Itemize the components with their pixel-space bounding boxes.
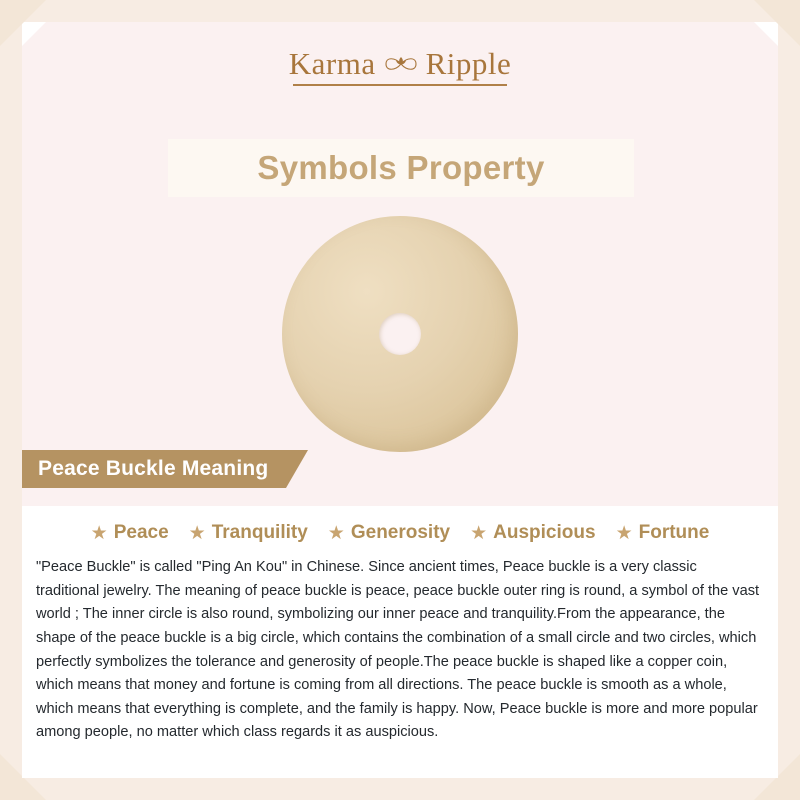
brand-row (289, 46, 512, 82)
ribbon-tail (286, 450, 308, 488)
keyword-item (189, 522, 308, 544)
section-ribbon (22, 450, 308, 488)
keyword-item (470, 522, 595, 544)
title-band (168, 139, 634, 197)
keyword-label: Generosity (350, 522, 451, 543)
corner-notch-top-left (0, 0, 46, 46)
lotus-infinity-icon (384, 51, 418, 77)
star-icon: ★ (470, 522, 488, 544)
description-paragraph: "Peace Buckle" is called "Ping An Kou" in Chinese. Since ancient times, Peace buckle is a very classic traditional jewelry. The meaning of peace buckle is peace, peace buckle outer ring is round, a symbol of the vast world ; The inner circle is also round, symbolizing our inner peace and tranquility.From the appearance, the shape of the peace buckle is a big circle, which contains the combination of a small circle and two circles, which perfectly symbolizes the tolerance and generosity of people.The peace buckle is shaped like a copper coin, which means that money and fortune is coming from all directions. The peace buckle is smooth as a whole, which means that everything is complete, and the family is happy. Now, Peace buckle is more and more popular among people, no matter which class regards it as auspicious. (36, 559, 760, 741)
brand-logo (0, 46, 800, 86)
brand-name-right: Ripple (425, 46, 512, 81)
star-icon: ★ (327, 522, 345, 544)
star-icon: ★ (615, 522, 633, 544)
page-title: Symbols Property (257, 149, 545, 186)
ribbon-label: Peace Buckle Meaning (38, 457, 269, 480)
content-corner-cut (754, 754, 778, 778)
content-panel (22, 506, 778, 778)
keyword-label: Auspicious (493, 522, 596, 543)
keyword-list (22, 506, 778, 552)
peace-buckle-disc (282, 216, 518, 452)
product-image-area (22, 200, 778, 450)
corner-notch-top-right (754, 0, 800, 46)
keyword-item (616, 522, 710, 544)
keyword-item (328, 522, 450, 544)
keyword-label: Tranquility (211, 522, 308, 543)
star-icon: ★ (188, 522, 206, 544)
ribbon-body (22, 450, 286, 488)
keyword-label: Fortune (638, 522, 710, 543)
peace-buckle-hole (379, 313, 421, 355)
keyword-label: Peace (113, 522, 169, 543)
keyword-item (91, 522, 169, 544)
star-icon: ★ (90, 522, 108, 544)
brand-underline (293, 84, 507, 86)
brand-name-left: Karma (288, 46, 376, 81)
